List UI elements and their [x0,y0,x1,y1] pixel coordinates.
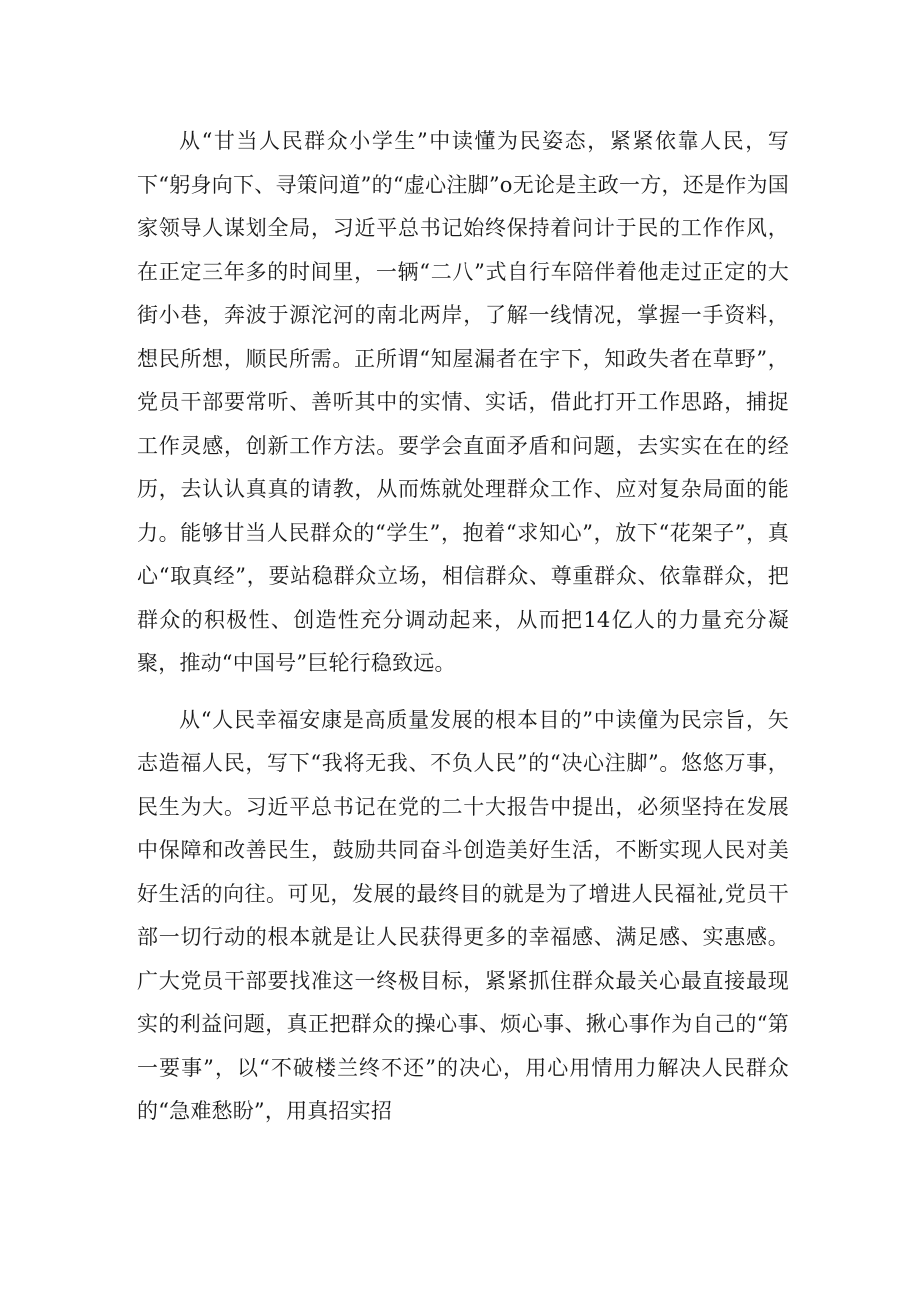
document-body [137,120,789,1134]
paragraph-2: 从“人民幸福安康是高质量发展的根本目的”中读僮为民宗旨，矢志造福人民，写下“我将无我、不负人民”的“决心注脚”。悠悠万事，民生为大。习近平总书记在党的二十大报告中提出，必须坚持在发展中保障和改善民生，鼓励共同奋斗创造美好生活，不断实现人民对美好生活的向往。可见，发展的最终目的就是为了增进人民福祉,党员干部一切行动的根本就是让人民获得更多的幸福感、满足感、实惠感。广大党员干部要找准这一终极目标，紧紧抓住群众最关心最直接最现实的利益问题，真正把群众的操心事、烦心事、揪心事作为自己的“第一要事”，以“不破楼兰终不还”的决心，用心用情用力解决人民群众的“急难愁盼”，用真招实招 [137,707,789,1123]
paragraph-1: 从“甘当人民群众小学生”中读懂为民姿态，紧紧依靠人民，写下“躬身向下、寻策问道”的“虚心注脚”o无论是主政一方，还是作为国家领导人谋划全局，习近平总书记始终保持着问计于民的工作作风，在正定三年多的时间里，一辆“二八”式自行车陪伴着他走过正定的大街小巷，奔波于源沱河的南北两岸，了解一线情况，掌握一手资料，想民所想，顺民所需。正所谓“知屋漏者在宇下，知政失者在草野”，党员干部要常听、善听其中的实情、实话，借此打开工作思路，捕捉工作灵感，创新工作方法。要学会直面矛盾和问题，去实实在在的经历，去认认真真的请教，从而炼就处理群众工作、应对复杂局面的能力。能够甘当人民群众的“学生”，抱着“求知心”，放下“花架子”，真心“取真经”，要站稳群众立场，相信群众、尊重群众、依靠群众，把群众的积极性、创造性充分调动起来，从而把14亿人的力量充分凝聚，推动“中国号”巨轮行稳致远。 [137,129,789,675]
